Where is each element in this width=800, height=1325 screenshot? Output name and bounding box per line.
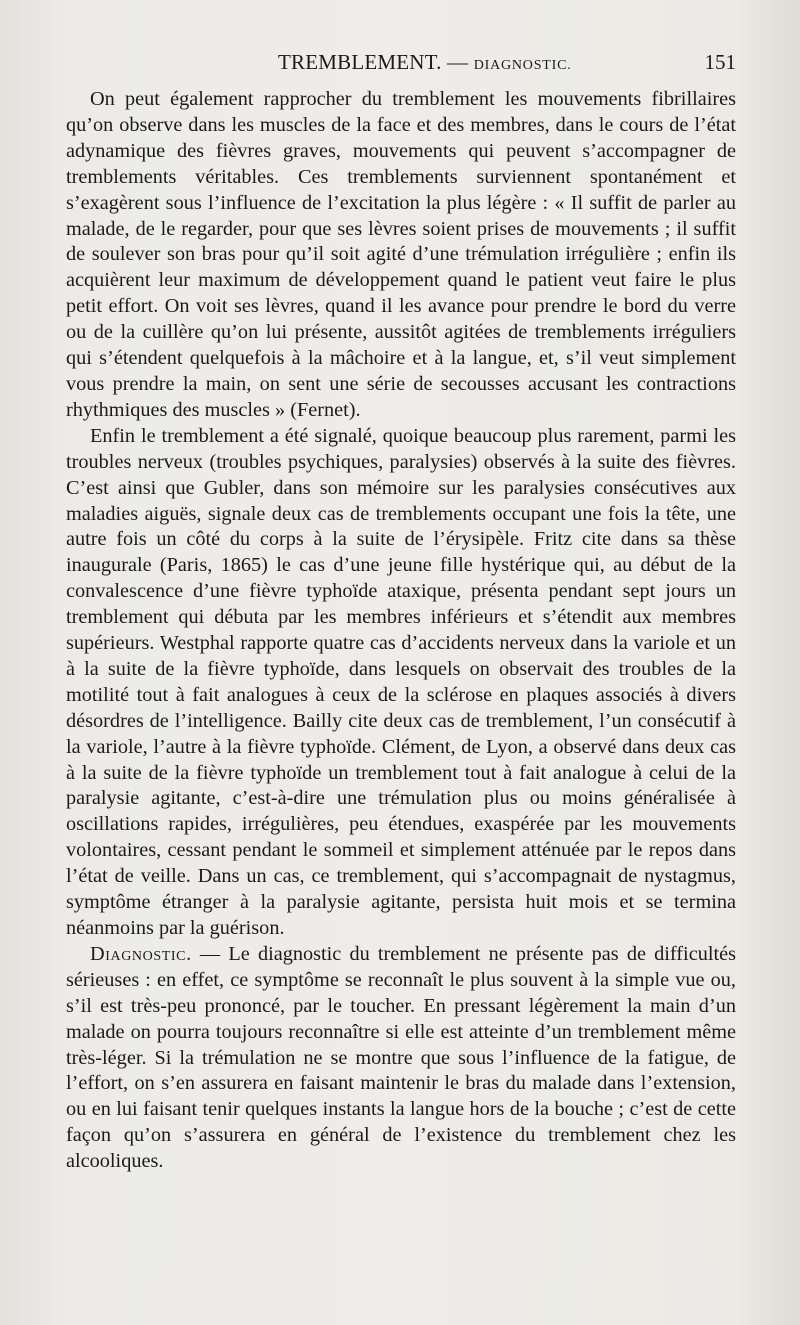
paragraph: Enfin le tremblement a été signalé, quoique beaucoup plus rarement, parmi les troubles nerveux (troubles psychiques, paralysies) observés à la suite des fièvres. C’est ainsi que Gubler, dans son mémoire sur les paralysies consécutives aux maladies aiguës, signale deux cas de tremblements occupant une fois la tête, une autre fois un côté du corps à la suite de l’érysipèle. Fritz cite dans sa thèse inaugurale (Paris, 1865) le cas d’une jeune fille hystérique qui, au début de la convalescence d’une fièvre typhoïde ataxique, présenta pendant sept jours un tremblement qui débuta par les membres inférieurs et s’étendit aux membres supérieurs. Westphal rapporte quatre cas d’accidents nerveux dans la variole et un à la suite de la fièvre typhoïde, dans lesquels on observait des troubles de la motilité tout à fait analogues à ceux de la sclérose en plaques associés à divers désordres de l’intelligence. Bailly cite deux cas de tremblement, l’un consécutif à la variole, l’autre à la fièvre typhoïde. Clément, de Lyon, a observé dans deux cas à la suite de la fièvre typhoïde un tremblement tout à fait analogue à celui de la paralysie agitante, c’est-à-dire une trémulation plus ou moins généralisée à oscillations rapides, irrégulières, peu étendues, exaspérée par les mouvements volontaires, cessant pendant le sommeil et simplement atténuée par le repos dans l’état de veille. Dans un cas, ce tremblement, qui s’accompagnait de nystagmus, symptôme étranger à la paralysie agitante, persista huit mois et se termina néanmoins par la guérison. [66,424,736,939]
page-number: 151 [704,50,736,74]
running-title [278,50,572,75]
title-separator: — [441,50,474,74]
body-text [66,87,736,1175]
section-lead: Diagnostic. [90,942,192,965]
running-header [66,50,736,80]
paragraph-diagnostic [66,942,736,1175]
paragraph: On peut également rapprocher du tremblement les mouvements fibrillaires qu’on observe dans les muscles de la face et des membres, dans le cours de l’état adynamique des fièvres graves, mouvements qui peuvent s’accompagner de tremblements véritables. Ces tremblements surviennent spontanément et s’exagèrent sous l’influence de l’excitation la plus légère : « Il suffit de parler au malade, de le regarder, pour que ses lèvres soient prises de mouvements ; il suffit de soulever son bras pour qu’il soit agité d’une trémulation irrégulière ; enfin ils acquièrent leur maximum de développement quand le patient veut faire le plus petit effort. On voit ses lèvres, quand il les avance pour prendre le bord du verre ou de la cuillère qu’on lui présente, aussitôt agitées de tremblements irréguliers qui s’étendent quelquefois à la mâchoire et à la langue, et, s’il veut simplement vous prendre la main, on sent une série de secousses accusant les contractions rhythmiques des muscles » (Fernet). [66,88,736,421]
chapter-title: TREMBLEMENT. [278,50,442,74]
section-title: DIAGNOSTIC. [473,58,572,73]
paragraph-text: — Le diagnostic du tremblement ne présente pas de difficultés sérieuses : en effet, ce symptôme se reconnaît le plus souvent à la simple vue ou, s’il est très-peu prononcé, par le toucher. En pressant légèrement la main d’un malade on pourra toujours reconnaître si elle est atteinte d’un tremblement même très-léger. Si la trémulation ne se montre que sous l’influence de la fatigue, de l’effort, on s’en assurera en faisant maintenir le bras du malade dans l’extension, ou en lui faisant tenir quelques instants la langue hors de la bouche ; c’est de cette façon qu’on s’assurera en général de l’existence du tremblement chez les alcooliques. [66,942,736,1173]
